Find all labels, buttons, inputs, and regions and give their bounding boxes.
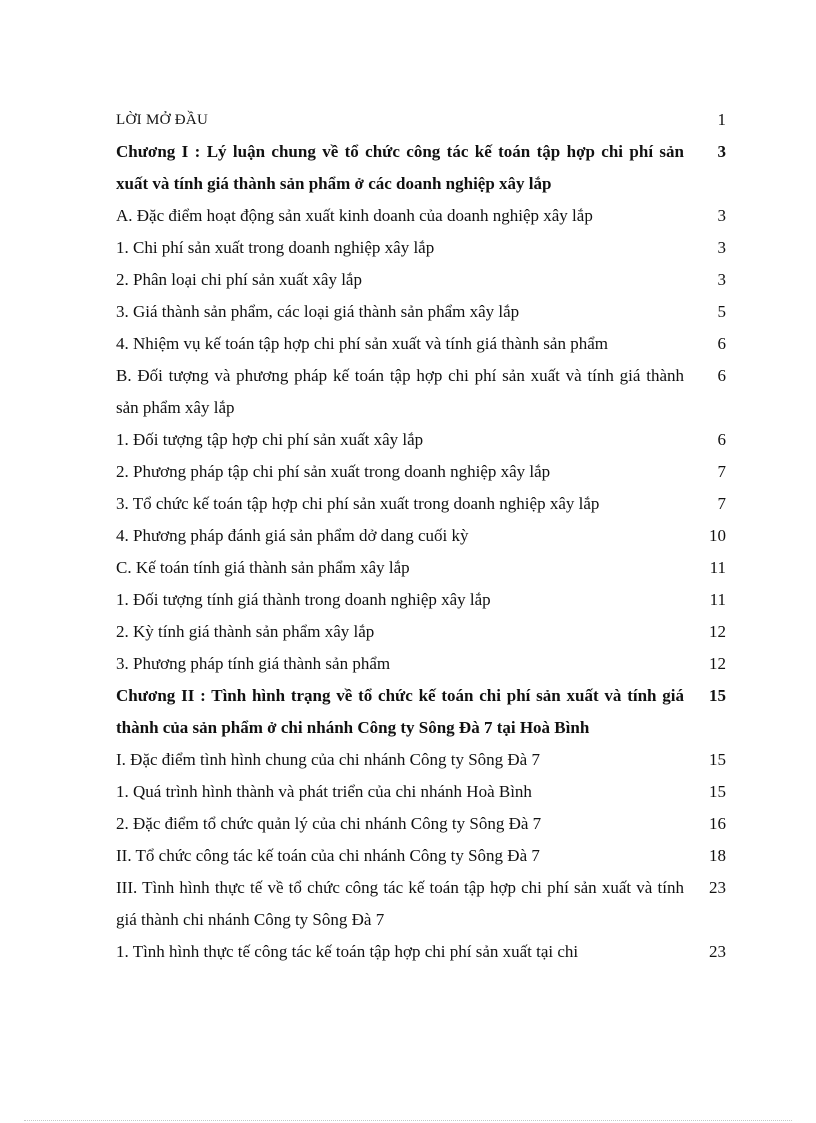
toc-entry-page: 6	[717, 366, 726, 385]
toc-entry-page: 6	[717, 334, 726, 353]
toc-entry	[116, 936, 726, 968]
toc-entry-page: 15	[709, 686, 726, 705]
toc-entry-page: 3	[717, 142, 726, 161]
page-bottom-divider	[24, 1120, 792, 1121]
toc-entry	[116, 456, 726, 488]
toc-entry-page: 15	[709, 750, 726, 769]
toc-entry-title: Chương I : Lý luận chung về tổ chức công tác kế toán tập hợp chi phí sản xuất và tính giá thành sản phẩm ở các doanh nghiệp xây lắp	[116, 142, 684, 193]
toc-entry-title: 2. Phương pháp tập chi phí sản xuất trong doanh nghiệp xây lắp	[116, 462, 551, 481]
toc-entry-title: C. Kế toán tính giá thành sản phẩm xây lắp	[116, 558, 410, 577]
toc-entry-title: 2. Kỳ tính giá thành sản phẩm xây lắp	[116, 622, 375, 641]
toc-entry-page: 6	[717, 430, 726, 449]
toc-entry-title: 2. Đặc điểm tổ chức quản lý của chi nhánh Công ty Sông Đà 7	[116, 814, 542, 833]
toc-entry-title: 4. Phương pháp đánh giá sản phẩm dở dang cuối kỳ	[116, 526, 469, 545]
toc-entry	[116, 552, 726, 584]
toc-entry-title: 3. Phương pháp tính giá thành sản phẩm	[116, 654, 391, 673]
toc-entry-page: 3	[717, 238, 726, 257]
toc-entry-page: 16	[709, 814, 726, 833]
toc-entry-page: 1	[717, 110, 726, 129]
toc-entry-title: A. Đặc điểm hoạt động sản xuất kinh doanh của doanh nghiệp xây lắp	[116, 206, 593, 225]
toc-entry	[116, 680, 726, 744]
toc-entry	[116, 520, 726, 552]
toc-entry	[116, 232, 726, 264]
toc-entry	[116, 200, 726, 232]
toc-entry	[116, 840, 726, 872]
toc-entry	[116, 616, 726, 648]
toc-entry	[116, 872, 726, 936]
toc-entry-page: 15	[709, 782, 726, 801]
toc-entry-title: 3. Tổ chức kế toán tập hợp chi phí sản xuất trong doanh nghiệp xây lắp	[116, 494, 600, 513]
toc-entry-page: 7	[717, 462, 726, 481]
toc-entry-page: 5	[717, 302, 726, 321]
toc-entry	[116, 648, 726, 680]
toc-entry-title: 1. Tình hình thực tế công tác kế toán tập hợp chi phí sản xuất tại chi	[116, 942, 579, 961]
toc-entry	[116, 264, 726, 296]
toc-entry-title: III. Tình hình thực tế về tổ chức công tác kế toán tập hợp chi phí sản xuất và tính giá thành chi nhánh Công ty Sông Đà 7	[116, 878, 684, 929]
table-of-contents	[116, 104, 726, 968]
toc-entry	[116, 776, 726, 808]
toc-entry	[116, 104, 726, 136]
toc-entry	[116, 424, 726, 456]
toc-entry	[116, 360, 726, 424]
toc-entry	[116, 744, 726, 776]
toc-entry-page: 23	[709, 878, 726, 897]
toc-entry-page: 7	[717, 494, 726, 513]
toc-entry	[116, 296, 726, 328]
toc-entry-title: 1. Đối tượng tập hợp chi phí sản xuất xây lắp	[116, 430, 424, 449]
toc-entry	[116, 808, 726, 840]
toc-entry-page: 18	[709, 846, 726, 865]
toc-entry-page: 11	[709, 590, 726, 609]
toc-entry-title: B. Đối tượng và phương pháp kế toán tập hợp chi phí sản xuất và tính giá thành sản phẩm xây lắp	[116, 366, 684, 417]
toc-entry-title: I. Đặc điểm tình hình chung của chi nhánh Công ty Sông Đà 7	[116, 750, 540, 769]
toc-entry-page: 3	[717, 206, 726, 225]
toc-entry-title: 4. Nhiệm vụ kế toán tập hợp chi phí sản xuất và tính giá thành sản phẩm	[116, 334, 608, 353]
toc-entry-page: 12	[709, 622, 726, 641]
toc-entry-title: II. Tổ chức công tác kế toán của chi nhánh Công ty Sông Đà 7	[116, 846, 540, 865]
toc-entry-title: 1. Chi phí sản xuất trong doanh nghiệp xây lắp	[116, 238, 435, 257]
toc-entry	[116, 584, 726, 616]
toc-entry-page: 23	[709, 942, 726, 961]
toc-entry-page: 11	[709, 558, 726, 577]
toc-entry	[116, 328, 726, 360]
toc-entry	[116, 136, 726, 200]
toc-entry-page: 12	[709, 654, 726, 673]
toc-entry-title: 1. Quá trình hình thành và phát triển của chi nhánh Hoà Bình	[116, 782, 532, 801]
toc-entry	[116, 488, 726, 520]
toc-entry-page: 10	[709, 526, 726, 545]
toc-entry-page: 3	[717, 270, 726, 289]
toc-entry-title: Chương II : Tình hình trạng về tổ chức kế toán chi phí sản xuất và tính giá thành của sản phẩm ở chi nhánh Công ty Sông Đà 7 tại Hoà Bình	[116, 686, 684, 737]
toc-entry-title: 1. Đối tượng tính giá thành trong doanh nghiệp xây lắp	[116, 590, 491, 609]
toc-entry-title: LỜI MỞ ĐẦU	[116, 112, 209, 128]
toc-entry-title: 3. Giá thành sản phẩm, các loại giá thành sản phẩm xây lắp	[116, 302, 520, 321]
toc-entry-title: 2. Phân loại chi phí sản xuất xây lắp	[116, 270, 362, 289]
